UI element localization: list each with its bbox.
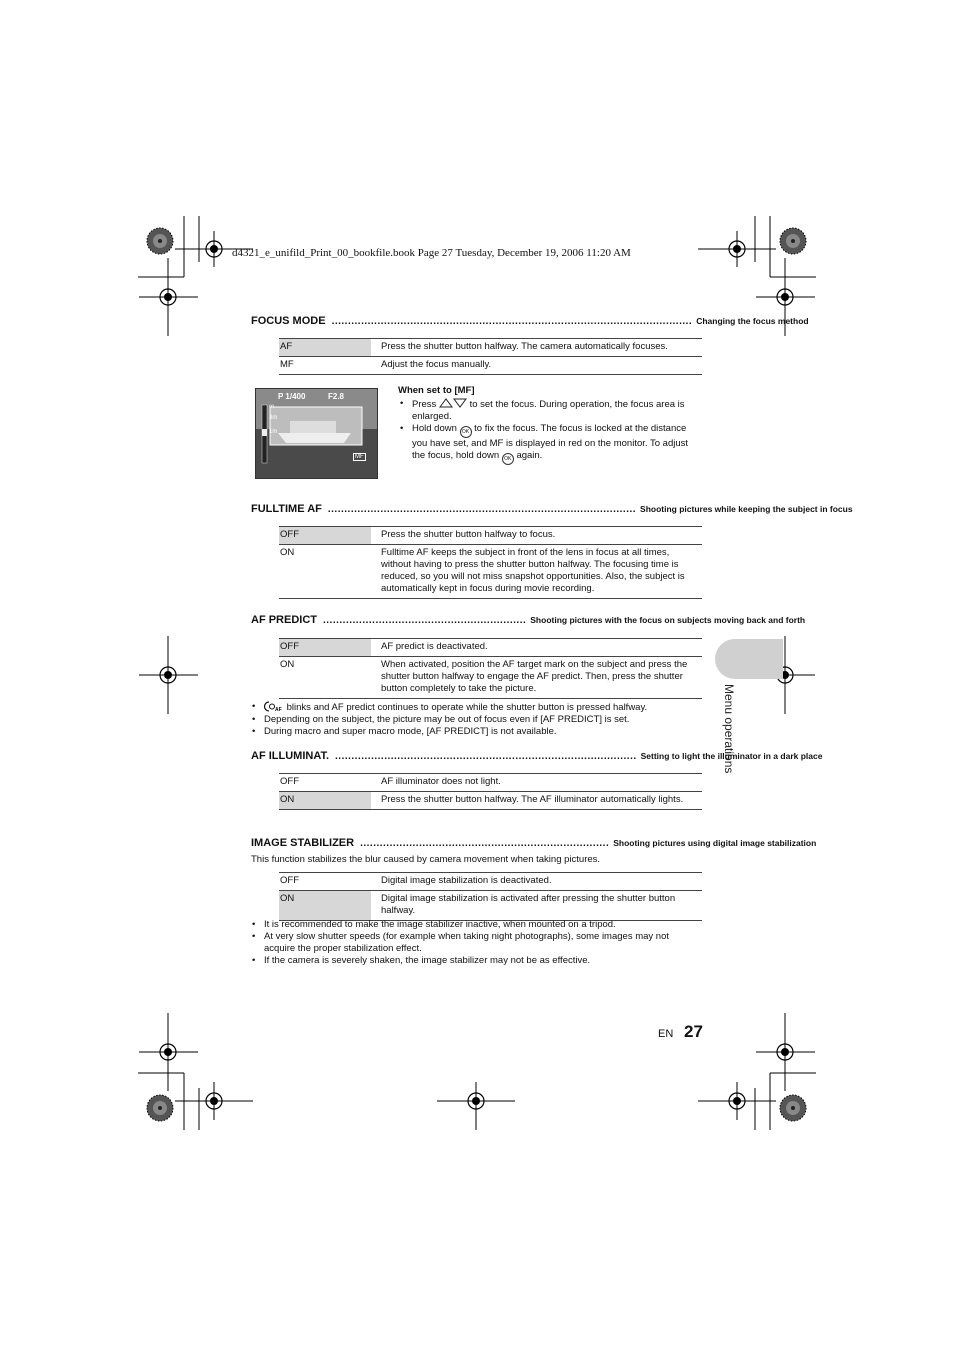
list-item: • Press to set the focus. During operation, the focus area is enlarged. <box>398 398 702 423</box>
option-value: Fulltime AF keeps the subject in front of the lens in focus at all times, without having to press the shutter button halfway. The focusing time is reduced, so you will not miss snapshot opportunities. Also, the subject is automatically kept in focus during movie recording. <box>371 545 702 599</box>
option-value: Digital image stabilization is deactivated. <box>371 873 702 891</box>
chapter-tab <box>715 639 783 679</box>
section-title: FULLTIME AF <box>251 503 322 515</box>
list-item: • It is recommended to make the image stabilizer inactive, when mounted on a tripod. <box>251 919 702 931</box>
language-code: EN <box>658 1028 674 1040</box>
ok-button-icon: OK <box>460 426 472 438</box>
up-down-arrows-icon <box>439 398 467 408</box>
option-value: Press the shutter button halfway. The AF illuminator automatically lights. <box>371 792 702 810</box>
option-value: AF illuminator does not light. <box>371 774 702 792</box>
option-key: AF <box>279 339 371 357</box>
svg-text:AF: • AF <box>275 707 282 713</box>
mf-badge: MF <box>355 454 364 460</box>
option-key: OFF <box>279 639 371 657</box>
list-item: • If the camera is severely shaken, the image stabilizer may not be as effective. <box>251 955 702 967</box>
option-value: Press the shutter button halfway. The camera automatically focuses. <box>371 339 702 357</box>
camera-monitor-illustration <box>255 388 378 479</box>
option-key: ON <box>279 545 371 599</box>
list-item: • Depending on the subject, the picture may be out of focus even if [AF PREDICT] is set. <box>251 714 702 726</box>
list-item: • During macro and super macro mode, [AF PREDICT] is not available. <box>251 726 702 738</box>
scale-1m: 1m <box>269 429 278 435</box>
section-subtitle: Setting to light the illuminator in a dark place <box>640 751 823 761</box>
option-key: ON <box>279 891 371 921</box>
leader-dots: .............................................................................................. <box>327 504 637 515</box>
option-key: MF <box>279 357 371 375</box>
option-value: AF predict is deactivated. <box>371 639 702 657</box>
section-subtitle: Shooting pictures with the focus on subjects moving back and forth <box>530 615 806 625</box>
page-number: 27 <box>684 1022 703 1041</box>
aperture-readout: F2.8 <box>328 392 345 401</box>
section-header-fulltime-af <box>251 503 853 519</box>
table-row <box>279 527 702 545</box>
shutter-readout: P 1/400 <box>278 392 306 401</box>
af-predict-notes <box>251 701 702 738</box>
list-item: • Hold down OK to fix the focus. The focus is locked at the distance you have set, and MF is displayed in red on the monitor. To adjust the focus, hold down OK again. <box>398 423 702 465</box>
leader-dots: ............................................................................................ <box>335 751 637 762</box>
leader-dots: ............................................................................ <box>360 838 610 849</box>
table-row <box>279 357 702 375</box>
section-title: AF PREDICT <box>251 614 317 626</box>
table-row <box>279 792 702 810</box>
section-title: IMAGE STABILIZER <box>251 837 355 849</box>
option-key: OFF <box>279 873 371 891</box>
table-row <box>279 545 702 599</box>
list-item: • At very slow shutter speeds (for example when taking night photographs), some images may not acquire the proper stabilization effect. <box>251 931 702 955</box>
af-predict-table <box>279 638 702 699</box>
mf-instructions <box>398 398 702 465</box>
table-row <box>279 891 702 921</box>
section-header-focus-mode <box>251 315 809 331</box>
section-header-image-stabilizer <box>251 837 817 853</box>
table-row <box>279 873 702 891</box>
leader-dots: .............................................................................................................. <box>331 316 693 327</box>
option-key: OFF <box>279 774 371 792</box>
option-key: OFF <box>279 527 371 545</box>
option-key: ON <box>279 657 371 699</box>
section-header-af-illuminat <box>251 750 823 766</box>
table-row <box>279 339 702 357</box>
option-value: When activated, position the AF target mark on the subject and press the shutter button halfway to engage the AF predict. Then, press the shutter button completely to take the picture. <box>371 657 702 699</box>
section-header-af-predict <box>251 614 806 630</box>
table-row <box>279 639 702 657</box>
stabilizer-intro: This function stabilizes the blur caused by camera movement when taking pictures. <box>251 854 601 865</box>
ok-button-icon: OK <box>502 453 514 465</box>
option-value: Adjust the focus manually. <box>371 357 702 375</box>
section-title: AF ILLUMINAT. <box>251 750 330 762</box>
fulltime-af-table <box>279 526 702 599</box>
option-value: Digital image stabilization is activated after pressing the shutter button halfway. <box>371 891 702 921</box>
scale-3m: 3m <box>269 415 278 421</box>
table-row <box>279 657 702 699</box>
scale-infinity: ∞ <box>269 403 274 410</box>
option-key: ON <box>279 792 371 810</box>
file-header: d4321_e_unifild_Print_00_bookfile.book Page 27 Tuesday, December 19, 2006 11:20 AM <box>232 247 631 259</box>
chapter-label: Menu operations <box>722 684 736 774</box>
list-item: • AF blinks and AF predict continues to operate while the shutter button is pressed halfway. <box>251 701 702 714</box>
section-title: FOCUS MODE <box>251 315 326 327</box>
leader-dots: .............................................................. <box>323 615 527 626</box>
section-subtitle: Changing the focus method <box>696 316 809 326</box>
af-illuminat-table <box>279 773 702 810</box>
mf-heading: When set to [MF] <box>398 385 475 396</box>
section-subtitle: Shooting pictures using digital image stabilization <box>613 838 817 848</box>
section-subtitle: Shooting pictures while keeping the subject in focus <box>640 504 853 514</box>
image-stabilizer-table <box>279 872 702 921</box>
af-predict-icon <box>264 701 284 712</box>
table-row <box>279 774 702 792</box>
option-value: Press the shutter button halfway to focus. <box>371 527 702 545</box>
focus-mode-table <box>279 338 702 375</box>
stabilizer-notes <box>251 919 702 967</box>
